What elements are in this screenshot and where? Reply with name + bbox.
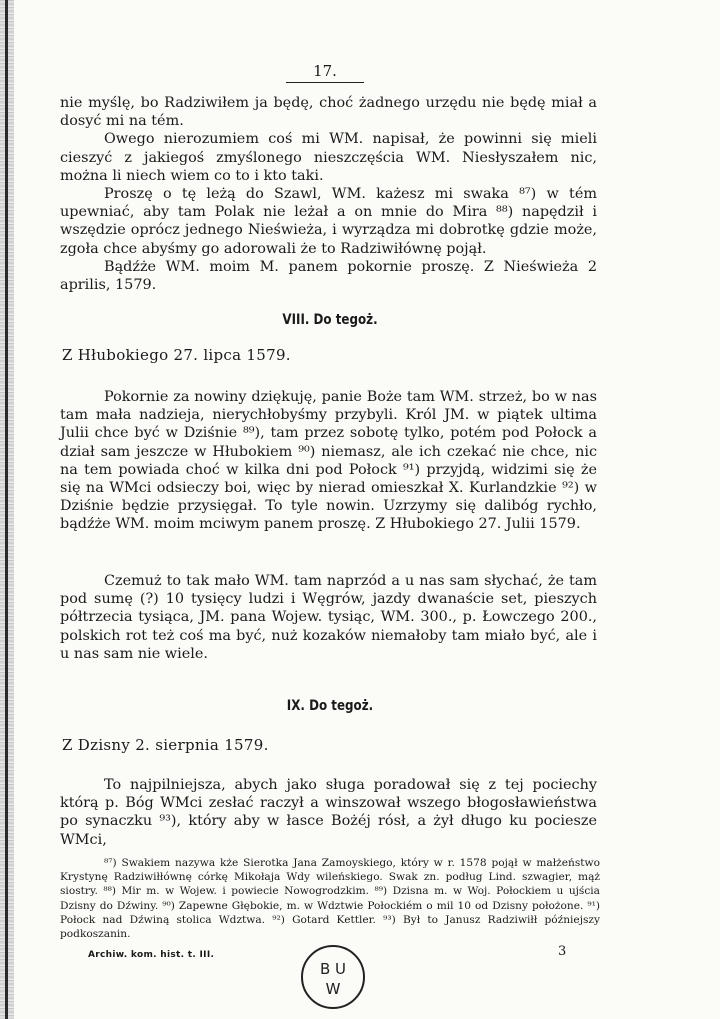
svg-text:W: W [325,980,341,998]
letter-viii-body [60,388,597,534]
paragraph: Pokornie za nowiny dziękuję, panie Boże tam WM. strzeż, bo w nas tam mała nadzieja, nierychłobyśmy przybyli. Król JM. w piątek ultima Julii chce być w Dziśnie ⁸⁹), tam przez sobotę tylko, potém pod Połock a dział sam jeszcze w Hłubokiem ⁹⁰) niemasz, ale ich czekać nie chce, nic na tem powiada choć w kilka dni pod Połock ⁹¹) przyjdą, widzimi się że się na WMci odsieczy boi, więc by nierad omieszkał X. Kurlandzkie ⁹²) w Dziśnie będzie przysięgał. To tyle nowin. Uzrzymy się dalibóg rychło, bądźże WM. moim mciwym panem proszę. Z Hłubokiego 27. Julii 1579. [60,389,597,533]
section-heading-viii: VIII. Do tegoż. [282,312,378,328]
section-heading-ix: IX. Do tegoż. [286,698,374,714]
paragraph: nie myślę, bo Radziwiłem ja będę, choć żadnego urzędu nie będę miał a dosyć mi na tém. [60,95,597,130]
dateline-viii: Z Hłubokiego 27. lipca 1579. [62,346,291,364]
dateline-ix: Z Dzisny 2. sierpnia 1579. [62,736,269,754]
sheet-number: 3 [558,944,567,959]
paragraph: Czemuż to tak mało WM. tam naprzód a u nas sam słychać, że tam pod sumę (?) 10 tysięcy ludzi i Węgrów, jazdy dwanaście set, pieszych półtrzecia tysiąca, JM. pana Wojew. tysiąc, WM. 300., p. Łowczego 200., polskich rot też coś ma być, nuż kozaków niemałoby tam miało być, ale i u nas sam nie wiele. [60,573,597,662]
letter-viii-postscript [60,572,597,663]
scan-binding-edge [0,0,14,1019]
paragraph: Bądźże WM. moim M. panem pokornie proszę. Z Nieświeża 2 aprilis, 1579. [60,258,597,294]
library-stamp [298,942,368,1012]
page-number: 17. [286,62,364,83]
paragraph: To najpilniejsza, abych jako sługa poradował się z tej pociechy którą p. Bóg WMci zesłać raczył a winszował wszego błogosławieństwa po synaczku ⁹³), który aby w łasce Bożéj rósł, a żył długo ku pociesze WMci, [60,777,597,848]
letter-ix-body [60,776,597,849]
footnotes [60,856,600,941]
paragraph: Proszę o tę leżą do Szawl, WM. każesz mi swaka ⁸⁷) w tém upewniać, aby tam Polak nie leżał a on mnie do Mira ⁸⁸) napędził i wszędzie oprócz jednego Nieświeża, i wyrządza mi dobrotkę gdzie może, zgoła chce abyśmy go adorowali że to Radziwiłównę pojął. [60,186,597,257]
paragraph: Owego nierozumiem coś mi WM. napisał, że powinni się mieli cieszyć z jakiegoś zmyślonego nieszczęścia WM. Niesłyszałem nic, można li niech wiem co to i kto taki. [60,131,597,184]
printer-signature: Archiw. kom. hist. t. III. [88,950,215,960]
footnote-text: ⁸⁷) Swakiem nazywa kże Sierotka Jana Zamoyskiego, który w r. 1578 pojął w małżeństwo Krystynę Radziwiłłównę córkę Mikołaja Wdy wileńskiego. Swak zn. podług Lind. szwagier, mąż siostry. ⁸⁸) Mir m. w Wojew. i powiecie Nowogrodzkim. ⁸⁹) Dzisna m. w Woj. Połockiem u ujścia Dzisny do Dźwiny. ⁹⁰) Zapewne Głębokie, m. w Wdztwie Połockiém o mil 10 od Dzisny położone. ⁹¹) Połock nad Dźwiną stolica Wdztwa. ⁹²) Gotard Kettler. ⁹³) Był to Janusz Radziwiłł późniejszy podkoszanin. [60,857,600,941]
letter-continuation [60,94,597,294]
svg-text:B U: B U [319,960,347,978]
